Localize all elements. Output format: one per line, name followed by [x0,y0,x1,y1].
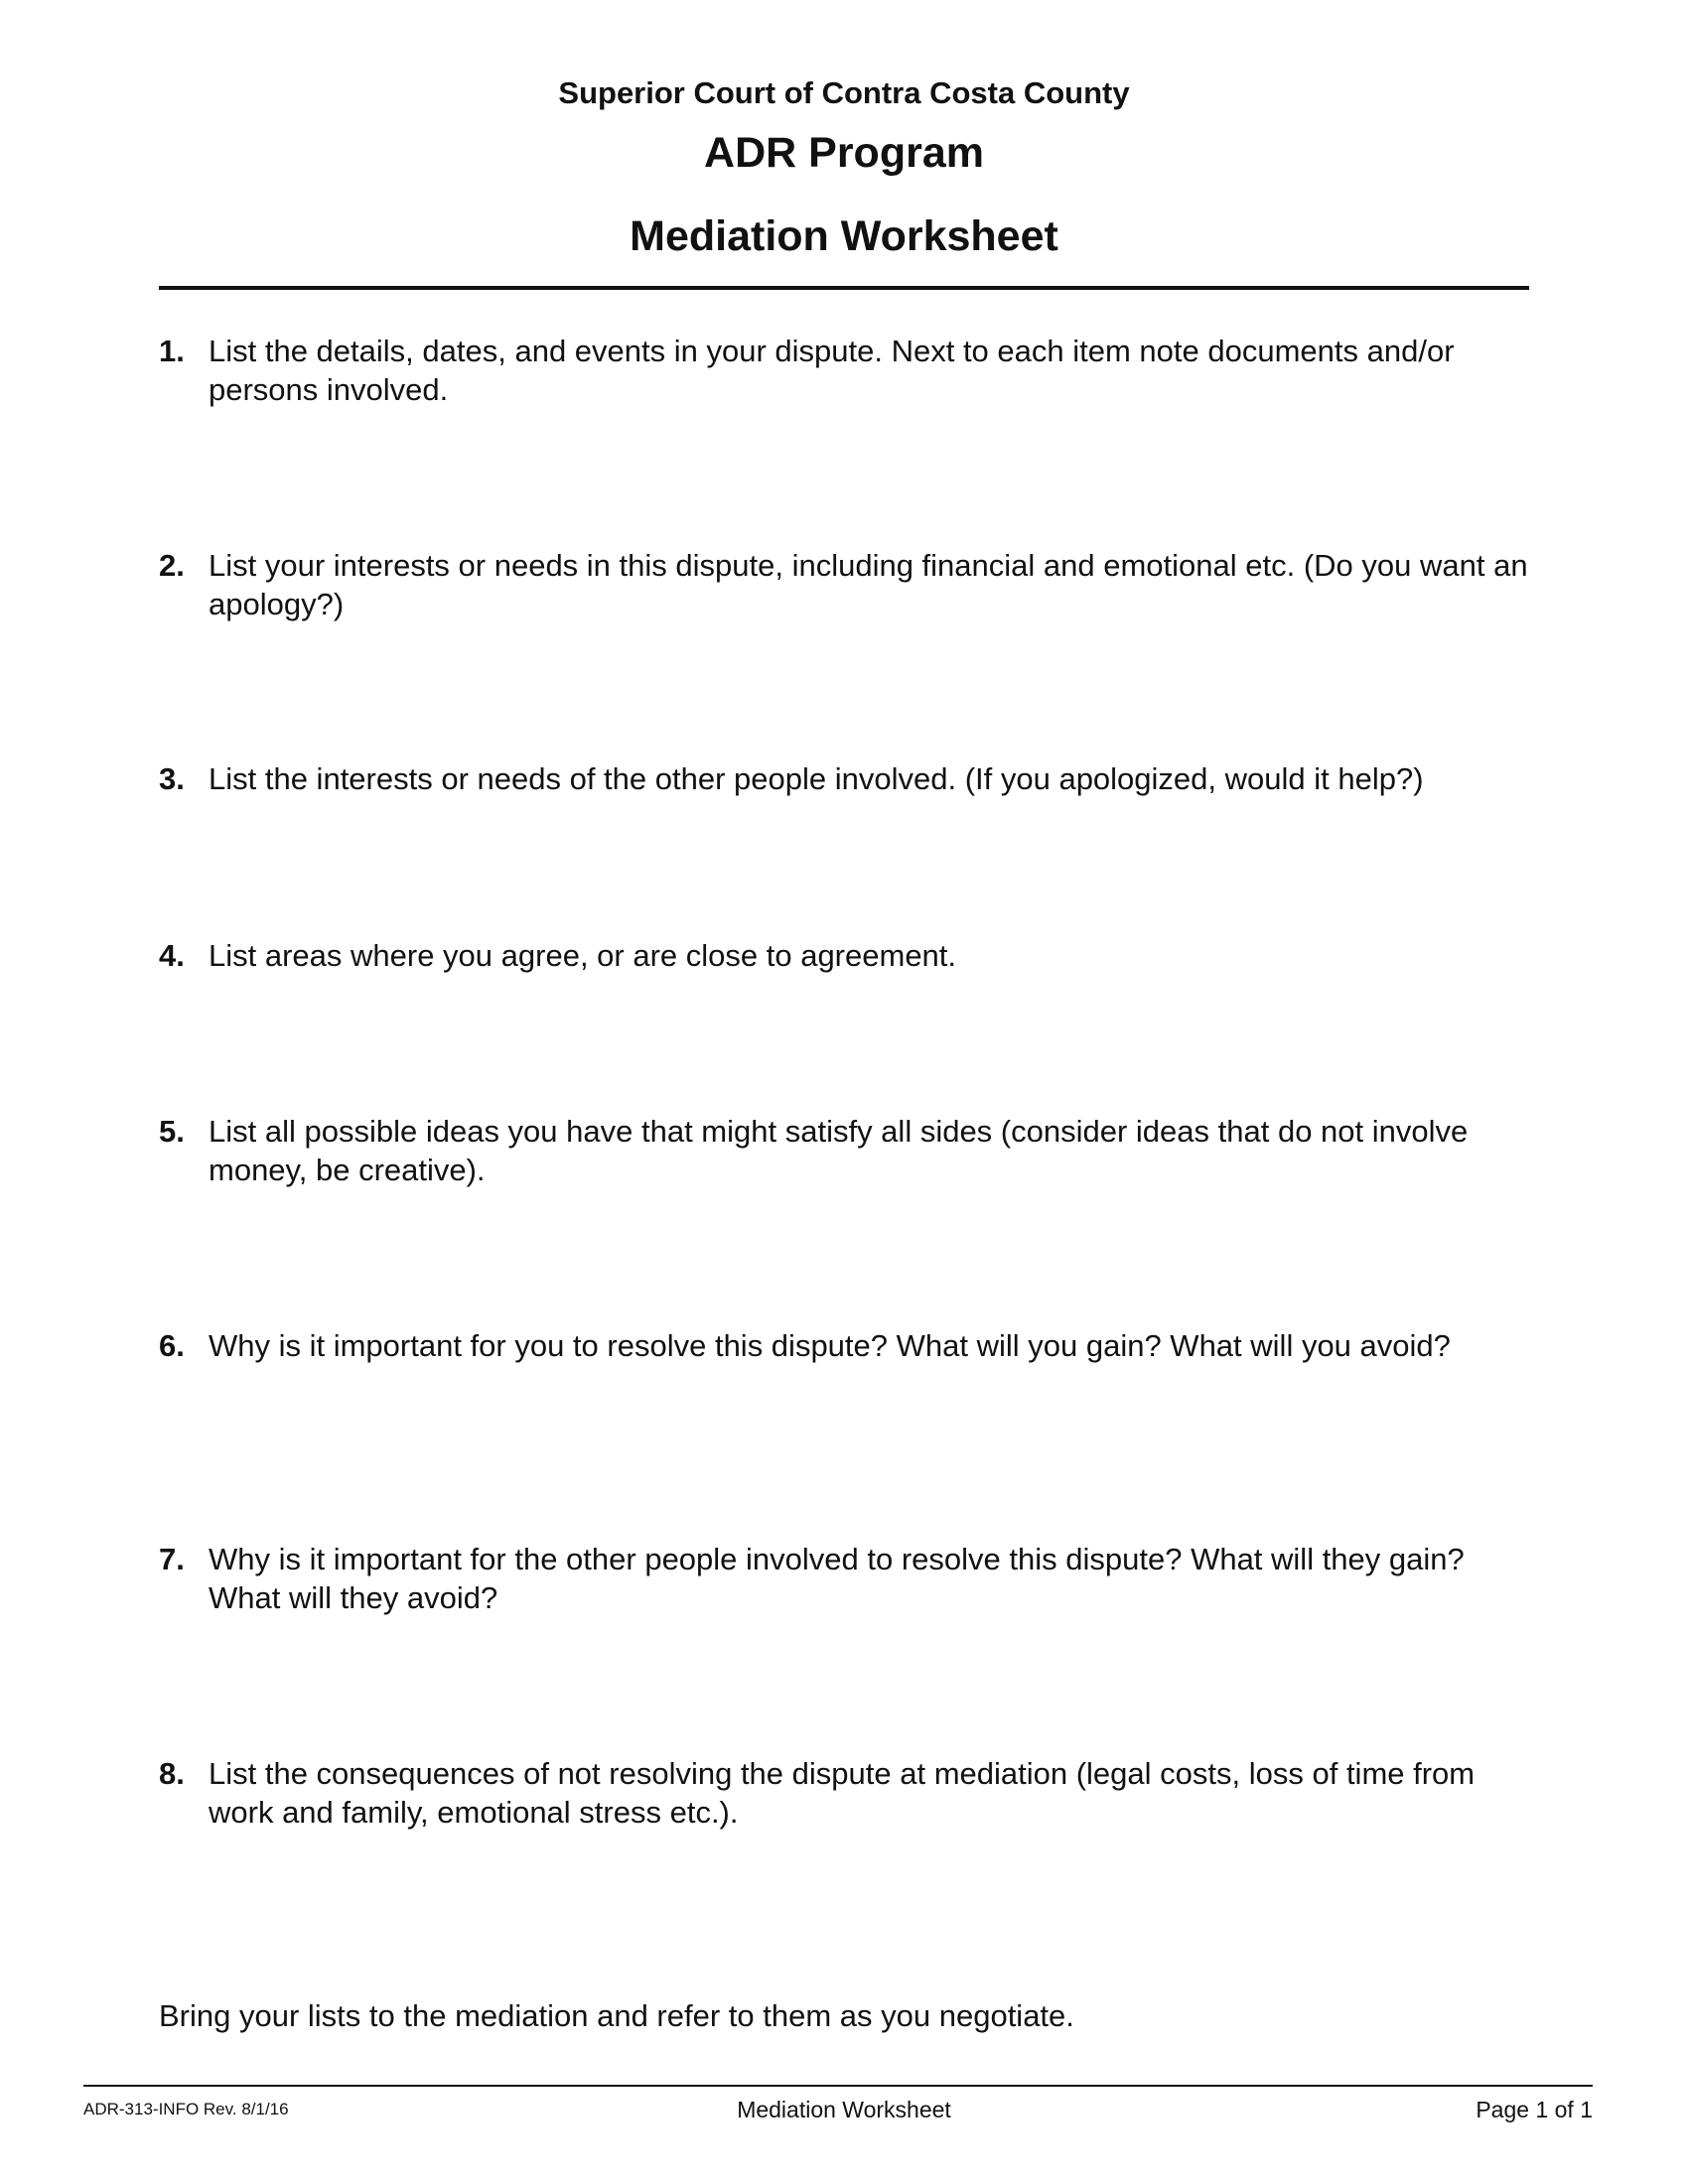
item-text: Why is it important for the other people involved to resolve this dispute? What will they gain? What will they avoid? [209,1542,1465,1615]
item-number: 8. [159,1756,185,1791]
form-id: ADR-313-INFO Rev. 8/1/16 [83,2100,289,2118]
item-text: List the interests or needs of the other people involved. (If you apologized, would it help?) [209,761,1424,796]
item-number: 1. [159,334,185,368]
item-number: 2. [159,548,185,583]
worksheet-item-3 [159,759,1539,798]
worksheet-item-6 [159,1326,1539,1365]
footer-divider [83,2085,1593,2087]
item-number: 7. [159,1542,185,1576]
page-number: Page 1 of 1 [1476,2097,1593,2122]
item-number: 4. [159,938,185,973]
worksheet-item-8 [159,1754,1539,1832]
page-title: Mediation Worksheet [630,212,1058,260]
item-number: 6. [159,1328,185,1363]
court-name: Superior Court of Contra Costa County [558,75,1130,110]
worksheet-item-7 [159,1540,1539,1617]
worksheet-item-5 [159,1112,1539,1189]
closing-instruction: Bring your lists to the mediation and refer to them as you negotiate. [159,1998,1074,2033]
worksheet-item-4 [159,936,1539,975]
item-text: List areas where you agree, or are close to agreement. [209,938,957,973]
item-text: List your interests or needs in this dispute, including financial and emotional etc. (Do you want an apology?) [209,548,1528,621]
item-text: Why is it important for you to resolve this dispute? What will you gain? What will you avoid? [209,1328,1451,1363]
footer-title: Mediation Worksheet [737,2097,951,2122]
header-divider [159,286,1529,290]
program-name: ADR Program [704,129,984,177]
worksheet-item-2 [159,546,1539,623]
item-text: List the consequences of not resolving the dispute at mediation (legal costs, loss of time from work and family, emotional stress etc.). [209,1756,1476,1830]
item-text: List the details, dates, and events in your dispute. Next to each item note documents and/or persons involved. [209,334,1455,407]
item-number: 5. [159,1114,185,1149]
item-number: 3. [159,761,185,796]
item-text: List all possible ideas you have that might satisfy all sides (consider ideas that do not involve money, be creative). [209,1114,1469,1187]
worksheet-item-1 [159,332,1539,409]
